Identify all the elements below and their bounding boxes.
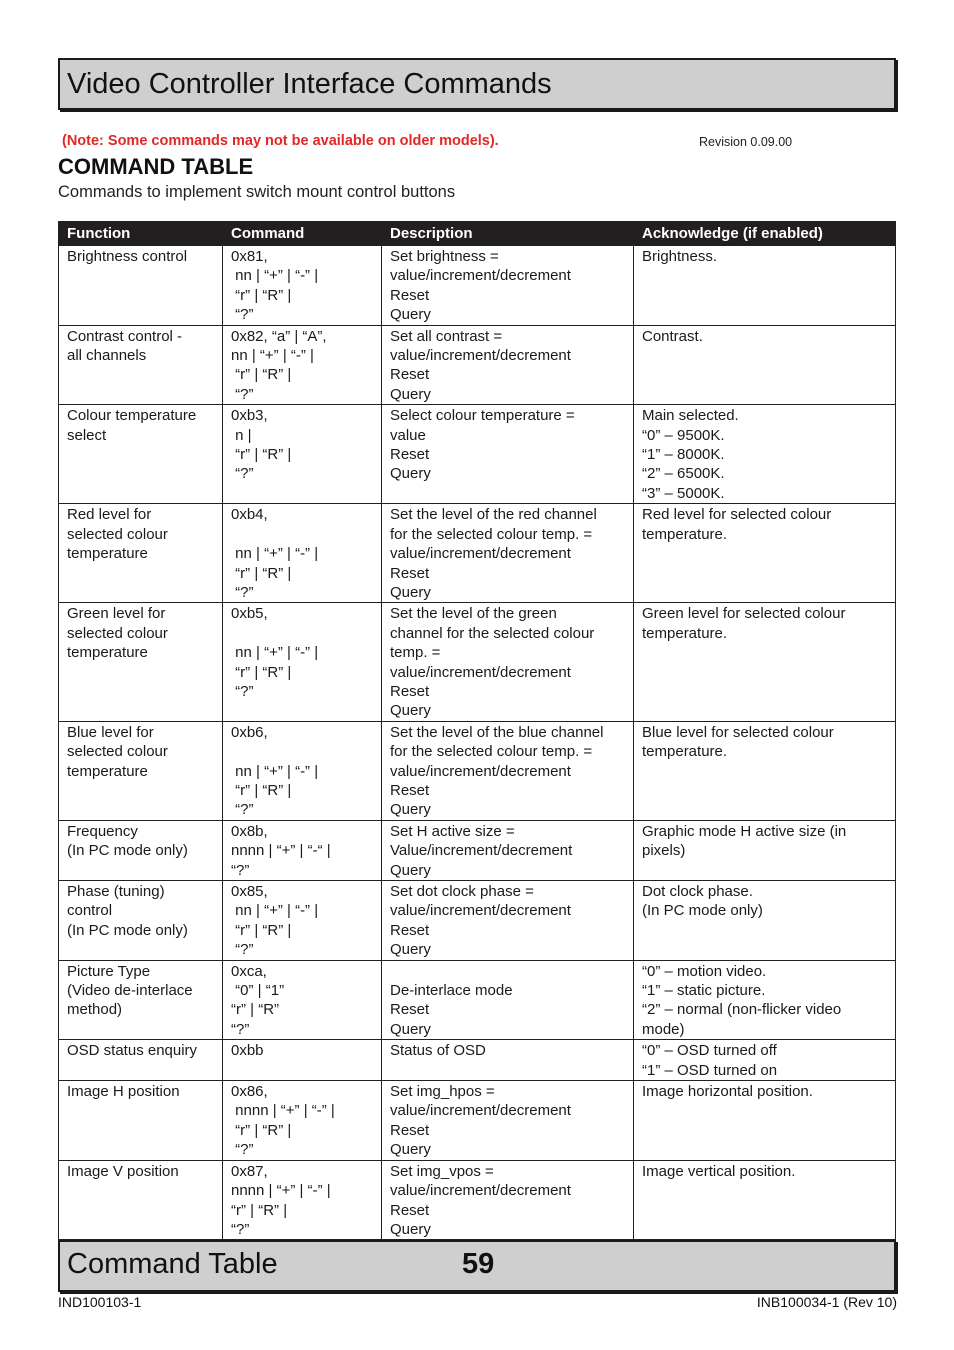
table-body xyxy=(59,246,896,1240)
table-row xyxy=(59,603,896,721)
cell-function: Red level for selected colour temperature xyxy=(59,504,223,603)
model-note: (Note: Some commands may not be available on older models). xyxy=(62,133,499,149)
cell-description: Set img_hpos = value/increment/decrement Reset Query xyxy=(382,1081,634,1161)
page-number: 59 xyxy=(462,1248,495,1280)
header-description: Description xyxy=(382,222,634,246)
cell-acknowledge: Contrast. xyxy=(634,325,896,405)
cell-command: 0x86, nnnn | “+” | “-” | “r” | “R” | “?” xyxy=(223,1081,382,1161)
document-code-left: IND100103-1 xyxy=(58,1294,142,1310)
cell-function: Contrast control - all channels xyxy=(59,325,223,405)
cell-description: Set dot clock phase = value/increment/decrement Reset Query xyxy=(382,881,634,961)
cell-function: Frequency (In PC mode only) xyxy=(59,820,223,880)
table-row xyxy=(59,1040,896,1081)
section-subtitle: Commands to implement switch mount control buttons xyxy=(58,183,456,201)
cell-description: Set the level of the green channel for the selected colour temp. = value/increment/decrement Reset Query xyxy=(382,603,634,721)
table-row xyxy=(59,1081,896,1161)
cell-command: 0xca, “0” | “1” “r” | “R” “?” xyxy=(223,960,382,1040)
cell-function: Phase (tuning) control (In PC mode only) xyxy=(59,881,223,961)
cell-acknowledge: Main selected. “0” – 9500K. “1” – 8000K. “2” – 6500K. “3” – 5000K. xyxy=(634,405,896,504)
table-header-row xyxy=(59,222,896,246)
cell-description: Set the level of the red channel for the selected colour temp. = value/increment/decrement Reset Query xyxy=(382,504,634,603)
cell-acknowledge: Green level for selected colour temperature. xyxy=(634,603,896,721)
command-table xyxy=(58,221,896,1240)
cell-acknowledge: “0” – OSD turned off “1” – OSD turned on xyxy=(634,1040,896,1081)
table-row xyxy=(59,325,896,405)
cell-acknowledge: Red level for selected colour temperature. xyxy=(634,504,896,603)
section-heading: COMMAND TABLE xyxy=(58,154,254,179)
cell-description: Set H active size = Value/increment/decrement Query xyxy=(382,820,634,880)
footer-title: Command Table xyxy=(67,1248,278,1280)
cell-description: Status of OSD xyxy=(382,1040,634,1081)
cell-command: 0xb5, nn | “+” | “-” | “r” | “R” | “?” xyxy=(223,603,382,721)
header-command: Command xyxy=(223,222,382,246)
header-bar xyxy=(58,58,896,110)
cell-function: OSD status enquiry xyxy=(59,1040,223,1081)
table-row xyxy=(59,881,896,961)
cell-function: Picture Type (Video de-interlace method) xyxy=(59,960,223,1040)
cell-function: Brightness control xyxy=(59,246,223,326)
table-row xyxy=(59,820,896,880)
document-code-right: INB100034-1 (Rev 10) xyxy=(756,1294,897,1310)
table-row xyxy=(59,504,896,603)
table-row xyxy=(59,721,896,820)
cell-command: 0xb3, n | “r” | “R” | “?” xyxy=(223,405,382,504)
cell-description: Set the level of the blue channel for the selected colour temp. = value/increment/decrement Reset Query xyxy=(382,721,634,820)
cell-function: Colour temperature select xyxy=(59,405,223,504)
page-title: Video Controller Interface Commands xyxy=(67,67,552,100)
cell-acknowledge: Dot clock phase. (In PC mode only) xyxy=(634,881,896,961)
cell-description: Set all contrast = value/increment/decrement Reset Query xyxy=(382,325,634,405)
table-row xyxy=(59,1160,896,1240)
table-row xyxy=(59,960,896,1040)
revision-label: Revision 0.09.00 xyxy=(699,135,793,149)
cell-command: 0x87, nnnn | “+” | “-” | “r” | “R” | “?” xyxy=(223,1160,382,1240)
cell-description: Select colour temperature = value Reset Query xyxy=(382,405,634,504)
cell-description: De-interlace mode Reset Query xyxy=(382,960,634,1040)
cell-function: Green level for selected colour temperature xyxy=(59,603,223,721)
cell-acknowledge: Image horizontal position. xyxy=(634,1081,896,1161)
cell-function: Blue level for selected colour temperature xyxy=(59,721,223,820)
cell-command: 0xbb xyxy=(223,1040,382,1081)
header-function: Function xyxy=(59,222,223,246)
cell-command: 0xb4, nn | “+” | “-” | “r” | “R” | “?” xyxy=(223,504,382,603)
footer-bar xyxy=(58,1240,896,1292)
table-row xyxy=(59,246,896,326)
cell-description: Set brightness = value/increment/decrement Reset Query xyxy=(382,246,634,326)
cell-acknowledge: “0” – motion video. “1” – static picture. “2” – normal (non-flicker video mode) xyxy=(634,960,896,1040)
cell-function: Image V position xyxy=(59,1160,223,1240)
cell-command: 0x82, “a” | “A”, nn | “+” | “-” | “r” | “R” | “?” xyxy=(223,325,382,405)
cell-acknowledge: Blue level for selected colour temperature. xyxy=(634,721,896,820)
cell-acknowledge: Brightness. xyxy=(634,246,896,326)
cell-command: 0x85, nn | “+” | “-” | “r” | “R” | “?” xyxy=(223,881,382,961)
cell-command: 0x8b, nnnn | “+” | “-“ | “?” xyxy=(223,820,382,880)
cell-acknowledge: Image vertical position. xyxy=(634,1160,896,1240)
cell-command: 0xb6, nn | “+” | “-” | “r” | “R” | “?” xyxy=(223,721,382,820)
cell-acknowledge: Graphic mode H active size (in pixels) xyxy=(634,820,896,880)
cell-description: Set img_vpos = value/increment/decrement Reset Query xyxy=(382,1160,634,1240)
cell-command: 0x81, nn | “+” | “-” | “r” | “R” | “?” xyxy=(223,246,382,326)
header-acknowledge: Acknowledge (if enabled) xyxy=(634,222,896,246)
cell-function: Image H position xyxy=(59,1081,223,1161)
table-row xyxy=(59,405,896,504)
